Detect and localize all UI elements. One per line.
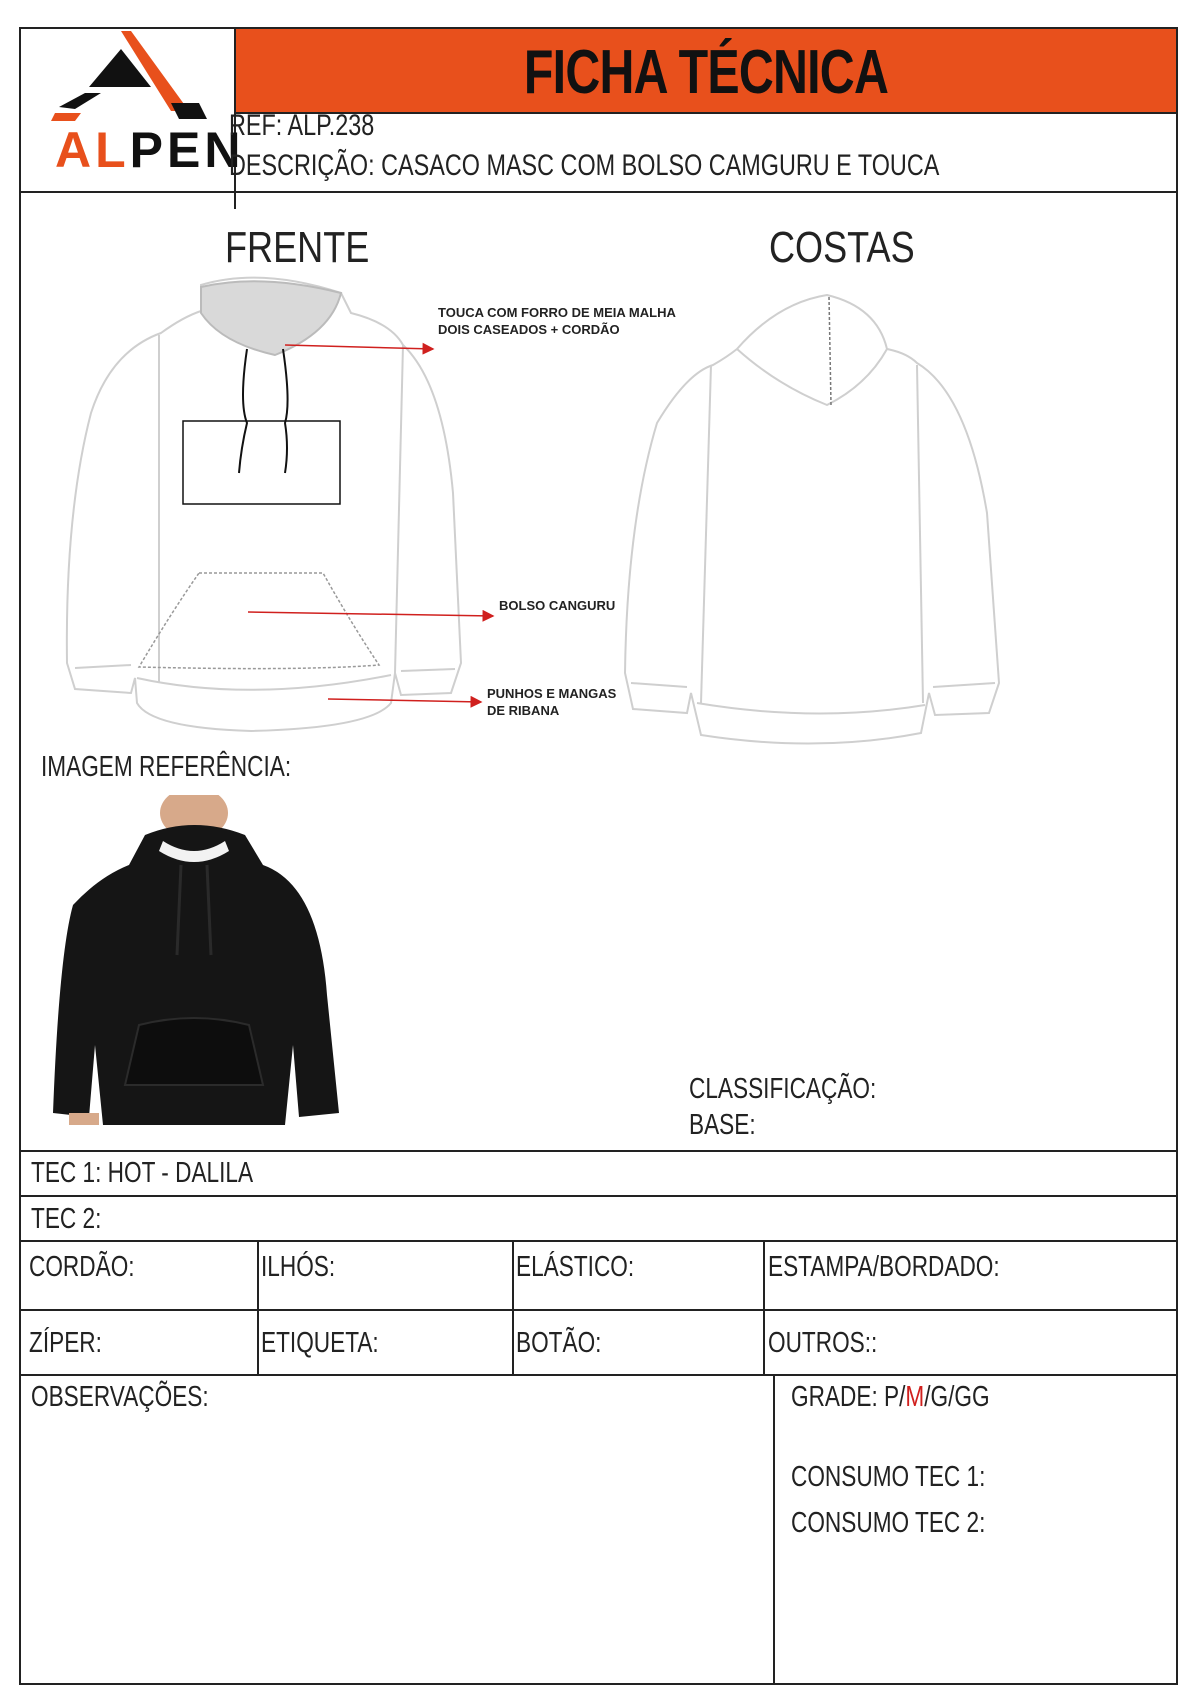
trim-button: BOTÃO:	[516, 1327, 602, 1359]
fabric-tec2: TEC 2:	[31, 1203, 102, 1235]
alpen-logo-mountain	[21, 29, 233, 207]
trim-print-embroidery: ESTAMPA/BORDADO:	[768, 1251, 1000, 1283]
cuffs-annotation-line2: DE RIBANA	[487, 703, 560, 718]
trim-eyelets: ILHÓS:	[261, 1251, 336, 1283]
size-grade-prefix: GRADE: P/	[791, 1381, 906, 1413]
consumption-tec2: CONSUMO TEC 2:	[791, 1507, 986, 1539]
trim-elastic: ELÁSTICO:	[516, 1251, 635, 1283]
back-flat-sketch	[617, 273, 1027, 753]
size-grade-selected: M	[905, 1381, 925, 1413]
divider	[21, 1195, 1176, 1197]
divider	[21, 1309, 1176, 1311]
brand-name-pen: PEN	[129, 122, 245, 178]
reference-image-label: IMAGEM REFERÊNCIA:	[41, 751, 292, 783]
ref-code: REF: ALP.238	[229, 109, 375, 142]
divider	[21, 1150, 1176, 1152]
back-view-title: COSTAS	[769, 223, 915, 272]
front-view-title: FRENTE	[225, 223, 370, 272]
fabric-tec1: TEC 1: HOT - DALILA	[31, 1157, 254, 1189]
consumption-tec1: CONSUMO TEC 1:	[791, 1461, 986, 1493]
divider	[763, 1240, 765, 1376]
size-grade	[791, 1381, 990, 1414]
divider	[257, 1240, 259, 1376]
front-flat-sketch	[51, 273, 471, 743]
divider	[21, 1240, 1176, 1242]
size-grade-suffix: /G/GG	[924, 1381, 990, 1413]
cuffs-annotation-line1: PUNHOS E MANGAS	[487, 686, 617, 701]
tech-sheet	[19, 27, 1178, 1685]
brand-logo	[21, 29, 245, 209]
trim-cord: CORDÃO:	[29, 1251, 135, 1283]
hood-annotation-line2: DOIS CASEADOS + CORDÃO	[438, 322, 620, 337]
trim-others: OUTROS::	[768, 1327, 878, 1359]
trim-zipper: ZÍPER:	[29, 1327, 102, 1359]
title-bar	[236, 29, 1176, 114]
divider	[773, 1374, 775, 1685]
divider	[21, 1374, 1176, 1376]
trim-label: ETIQUETA:	[261, 1327, 379, 1359]
pocket-annotation: BOLSO CANGURU	[499, 598, 616, 613]
reference-photo-hoodie	[49, 795, 339, 1129]
cuffs-annotation	[487, 685, 616, 719]
divider	[21, 191, 1176, 193]
divider	[512, 1240, 514, 1376]
hood-annotation-line1: TOUCA COM FORRO DE MEIA MALHA	[438, 305, 676, 320]
brand-name-al: AL	[55, 122, 130, 178]
observations-label: OBSERVAÇÕES:	[31, 1381, 209, 1413]
page-title: FICHA TÉCNICA	[523, 38, 889, 107]
classification-label: CLASSIFICAÇÃO:	[689, 1073, 877, 1105]
product-description: DESCRIÇÃO: CASACO MASC COM BOLSO CAMGURU E TOUCA	[229, 149, 940, 182]
base-label: BASE:	[689, 1109, 756, 1141]
